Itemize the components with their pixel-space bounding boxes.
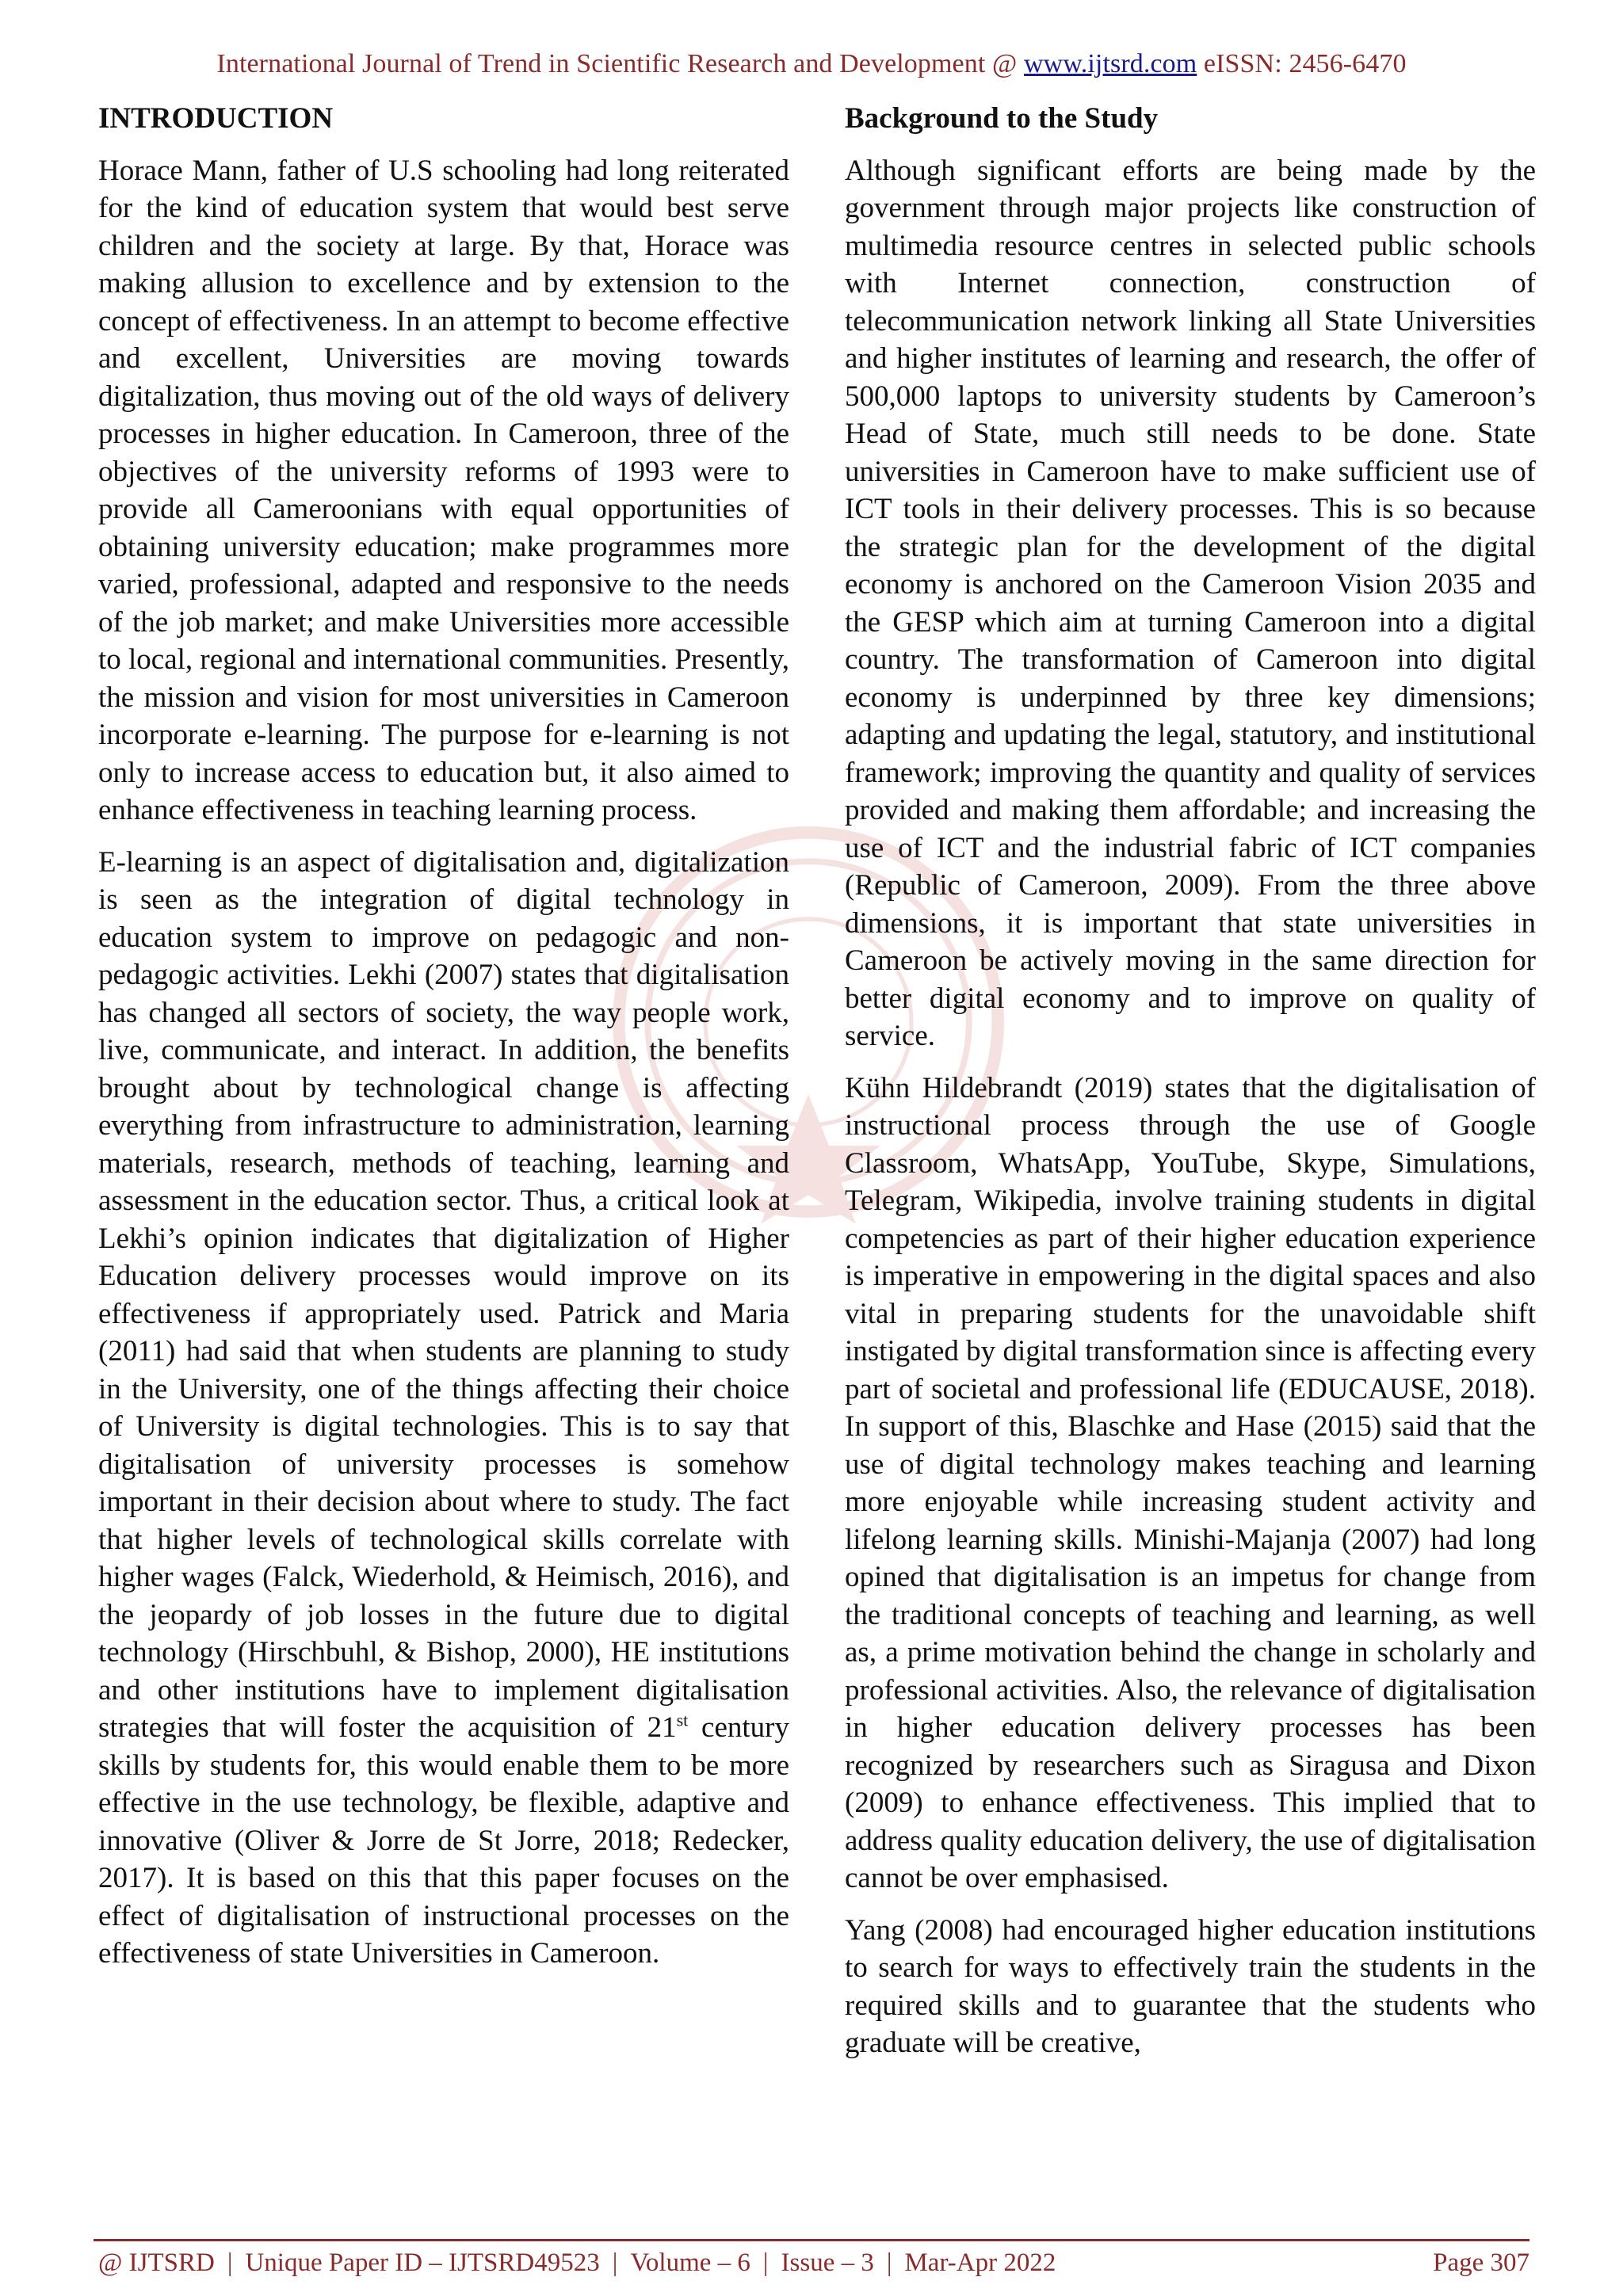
journal-issn: eISSN: 2456-6470 <box>1197 49 1407 78</box>
footer-separator: | <box>762 2248 769 2277</box>
running-header <box>0 49 1623 79</box>
background-paragraph-1: Although significant efforts are being made by the government through major projects like construction of multimedia resource centres in selected public schools with Internet connection, construction of telecommunication network linking all State Universities and higher institutes of learning and research, the offer of 500,000 laptops to university students by Cameroon’s Head of State, much still needs to be done. State universities in Cameroon have to make sufficient use of ICT tools in their delivery processes. This is so because the strategic plan for the development of the digital economy is anchored on the Cameroon Vision 2035 and the GESP which aim at turning Cameroon into a digital country. The transformation of Cameroon into digital economy is underpinned by three key dimensions; adapting and updating the legal, statutory, and institutional framework; improving the quantity and quality of services provided and making them affordable; and increasing the use of ICT and the industrial fabric of ICT companies (Republic of Cameroon, 2009). From the three above dimensions, it is important that state universities in Cameroon be actively moving in the same direction for better digital economy and to improve on quality of service. <box>845 154 1536 1052</box>
section-heading-introduction: INTRODUCTION <box>98 102 334 135</box>
right-column <box>845 100 1536 2077</box>
footer-divider <box>94 2239 1529 2241</box>
footer-paper-id: Unique Paper ID – IJTSRD49523 <box>245 2248 600 2277</box>
footer-volume: Volume – 6 <box>630 2248 750 2277</box>
introduction-paragraph-2 <box>98 844 789 1973</box>
footer-issue: Issue – 3 <box>781 2248 874 2277</box>
footer-separator: | <box>886 2248 892 2277</box>
page-number: Page 307 <box>1433 2248 1529 2277</box>
superscript-st: st <box>676 1710 689 1730</box>
introduction-paragraph-1: Horace Mann, father of U.S schooling had long reiterated for the kind of education system that would best serve children and the society at large. By that, Horace was making allusion to excellence and by extension to the concept of effectiveness. In an attempt to become effective and excellent, Universities are moving towards digitalization, thus moving out of the old ways of delivery processes in higher education. In Cameroon, three of the objectives of the university reforms of 1993 were to provide all Cameroonians with equal opportunities of obtaining university education; make programmes more varied, professional, adapted and responsive to the needs of the job market; and make Universities more accessible to local, regional and international communities. Presently, the mission and vision for most universities in Cameroon incorporate e-learning. The purpose for e-learning is not only to increase access to education but, it also aimed to enhance effectiveness in teaching learning process. <box>98 154 790 826</box>
footer-publisher: @ IJTSRD <box>98 2248 215 2277</box>
background-paragraph-3: Yang (2008) had encouraged higher education institutions to search for ways to effectively train the students in the required skills and to guarantee that the students who graduate will be creative, <box>845 1913 1536 2059</box>
footer-separator: | <box>227 2248 233 2277</box>
background-paragraph-2: Kühn Hildebrandt (2019) states that the digitalisation of instructional process through the use of Google Classroom, WhatsApp, YouTube, Skype, Simulations, Telegram, Wikipedia, involve training students in digital competencies as part of their higher education experience is imperative in empowering in the digital spaces and also vital in preparing students for the unavoidable shift instigated by digital transformation since is affecting every part of societal and professional life (EDUCAUSE, 2018). In support of this, Blaschke and Hase (2015) said that the use of digital technology makes teaching and learning more enjoyable while increasing student activity and lifelong learning skills. Minishi-Majanja (2007) had long opined that digitalisation is an impetus for change from the traditional concepts of teaching and learning, as well as, a prime motivation behind the change in scholarly and professional activities. Also, the relevance of digitalisation in higher education delivery processes has been recognized by researchers such as Siragusa and Dixon (2009) to enhance effectiveness. This implied that to address quality education delivery, the use of digitalisation cannot be over emphasised. <box>845 1071 1536 1894</box>
journal-title: International Journal of Trend in Scientific Research and Development @ <box>216 49 1025 78</box>
journal-url-link[interactable]: www.ijtsrd.com <box>1024 49 1197 78</box>
introduction-paragraph-2-text-a: E-learning is an aspect of digitalisation and, digitalization is seen as the integration of digital technology in education system to improve on pedagogic and non-pedagogic activities. Lekhi (2007) states that digitalisation has changed all sectors of society, the way people work, live, communicate, and interact. In addition, the benefits brought about by technological change is affecting everything from infrastructure to administration, learning materials, research, methods of teaching, learning and assessment in the education sector. Thus, a critical look at Lekhi’s opinion indicates that digitalization of Higher Education delivery processes would improve on its effectiveness if appropriately used. Patrick and Maria (2011) had said that when students are planning to study in the University, one of the things affecting their choice of University is digital technologies. This is to say that digitalisation of university processes is somehow important in their decision about where to study. The fact that higher levels of technological skills correlate with higher wages (Falck, Wiederhold, & Heimisch, 2016), and the jeopardy of job losses in the future due to digital technology (Hirschbuhl, & Bishop, 2000), HE institutions and other institutions have to implement digitalisation strategies that will foster the acquisition of 21 <box>98 845 789 1744</box>
left-column <box>98 100 789 1987</box>
introduction-paragraph-2-text-b: century skills by students for, this would enable them to be more effective in the use technology, be flexible, adaptive and innovative (Oliver & Jorre de St Jorre, 2018; Redecker, 2017). It is based on this that this paper focuses on the effect of digitalisation of instructional processes on the effectiveness of state Universities in Cameroon. <box>98 1711 789 1970</box>
footer-date: Mar-Apr 2022 <box>904 2248 1056 2277</box>
section-heading-background: Background to the Study <box>845 102 1159 135</box>
page-footer <box>98 2248 1529 2278</box>
footer-separator: | <box>612 2248 618 2277</box>
